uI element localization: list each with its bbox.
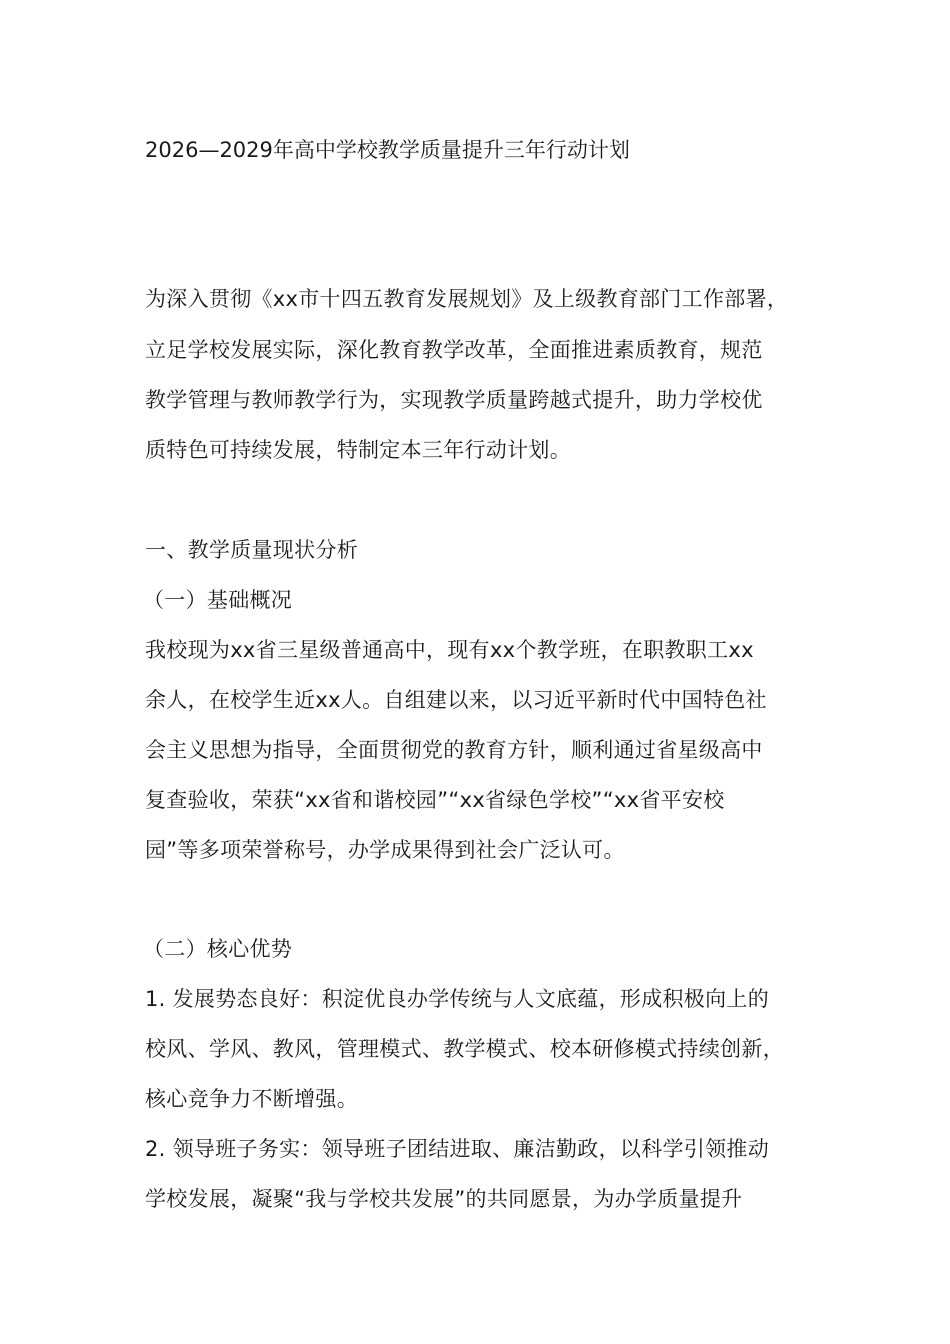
body-line: 2. 领导班子务实：领导班子团结进取、廉洁勤政，以科学引领推动 [145,1137,770,1161]
body-line: 园”等多项荣誉称号，办学成果得到社会广泛认可。 [145,838,625,862]
intro-line-3: 教学管理与教师教学行为，实现教学质量跨越式提升，助力学校优 [145,388,763,412]
body-line: 核心竞争力不断增强。 [145,1087,358,1111]
section-heading-1: 一、教学质量现状分析 [145,538,358,562]
body-line: 我校现为xx省三星级普通高中，现有xx个教学班，在职教职工xx [145,638,754,662]
subsection-heading-2: （二）核心优势 [143,937,293,961]
body-line: 复查验收，荣获“xx省和谐校园”“xx省绿色学校”“xx省平安校 [145,788,725,812]
body-line: 会主义思想为指导，全面贯彻党的教育方针，顺利通过省星级高中 [145,738,763,762]
document-title: 2026—2029年高中学校教学质量提升三年行动计划 [145,138,630,162]
body-line: 1. 发展势态良好：积淀优良办学传统与人文底蕴，形成积极向上的 [145,987,770,1011]
body-line: 学校发展，凝聚“我与学校共发展”的共同愿景，为办学质量提升 [145,1187,743,1211]
intro-line-2: 立足学校发展实际，深化教育教学改革，全面推进素质教育，规范 [145,338,763,362]
body-line: 校风、学风、教风，管理模式、教学模式、校本研修模式持续创新， [145,1037,784,1061]
subsection-heading-1: （一）基础概况 [143,588,293,612]
intro-line-4: 质特色可持续发展，特制定本三年行动计划。 [145,438,571,462]
body-line: 余人，在校学生近xx人。自组建以来，以习近平新时代中国特色社 [145,688,767,712]
intro-line-1: 为深入贯彻《xx市十四五教育发展规划》及上级教育部门工作部署， [145,287,789,311]
